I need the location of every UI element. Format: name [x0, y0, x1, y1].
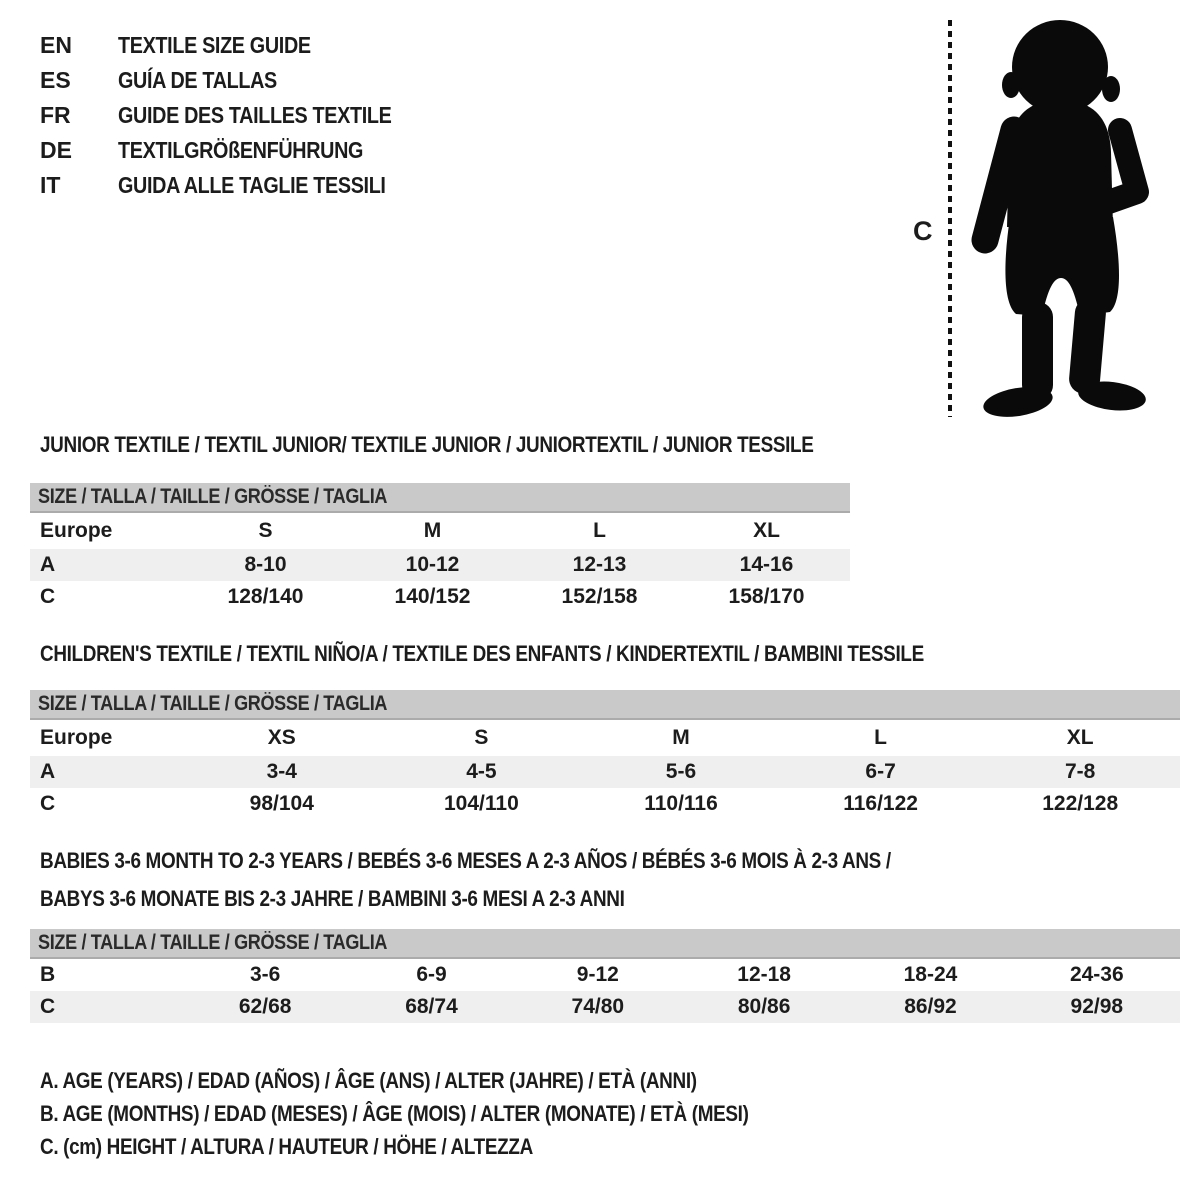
size-table-junior	[30, 483, 850, 613]
row-label: Europe	[40, 726, 113, 749]
section-title-children: CHILDREN'S TEXTILE / TEXTIL NIÑO/A / TEXTILE DES ENFANTS / KINDERTEXTIL / BAMBINI TESSILE	[40, 641, 924, 666]
table-row	[30, 549, 850, 581]
babies-title-line2: BABYS 3-6 MONATE BIS 2-3 JAHRE / BAMBINI 3-6 MESI A 2-3 ANNI	[40, 886, 625, 911]
language-label: GUIDE DES TAILLES TEXTILE	[118, 102, 392, 128]
language-row	[40, 63, 436, 98]
size-cell: 68/74	[348, 991, 514, 1023]
language-code: EN	[40, 32, 72, 58]
size-cell: XL	[753, 519, 780, 542]
table-header-bar: SIZE / TALLA / TAILLE / GRÖSSE / TAGLIA	[30, 929, 1180, 958]
size-cell: 104/110	[444, 792, 519, 815]
size-table-children	[30, 690, 1180, 820]
language-label: TEXTILGRÖßENFÜHRUNG	[118, 137, 364, 163]
table-row	[30, 991, 1180, 1023]
size-table-babies	[30, 929, 1180, 1023]
measure-legend	[40, 1064, 864, 1163]
language-row	[40, 168, 436, 203]
size-cell: 158/170	[728, 585, 805, 608]
measure-label-c: C	[913, 216, 933, 246]
legend-line-a: A. AGE (YEARS) / EDAD (AÑOS) / ÂGE (ANS) / ALTER (JAHRE) / ETÀ (ANNI)	[40, 1068, 697, 1093]
size-cell: 9-12	[576, 963, 619, 986]
size-cell: 74/80	[515, 991, 681, 1023]
legend-line-c: C. (cm) HEIGHT / ALTURA / HAUTEUR / HÖHE / ALTEZZA	[40, 1134, 533, 1159]
size-cell: 140/152	[394, 585, 471, 608]
language-label: GUÍA DE TALLAS	[118, 67, 277, 93]
size-cell: 62/68	[182, 991, 348, 1023]
row-label: C	[40, 792, 56, 815]
size-cell: 80/86	[681, 991, 847, 1023]
size-cell: L	[874, 726, 887, 749]
language-list	[40, 28, 436, 203]
babies-title-line1: BABIES 3-6 MONTH TO 2-3 YEARS / BEBÉS 3-6 MESES A 2-3 AÑOS / BÉBÉS 3-6 MOIS À 2-3 ANS /	[40, 848, 891, 873]
size-cell: 10-12	[349, 549, 516, 581]
size-cell: L	[593, 519, 606, 542]
size-cell: XS	[267, 726, 296, 749]
size-cell: S	[258, 519, 273, 542]
size-cell: M	[672, 726, 690, 749]
legend-line-b: B. AGE (MONTHS) / EDAD (MESES) / ÂGE (MOIS) / ALTER (MONATE) / ETÀ (MESI)	[40, 1101, 749, 1126]
table-header-bar: SIZE / TALLA / TAILLE / GRÖSSE / TAGLIA	[30, 483, 850, 512]
size-cell: M	[423, 519, 442, 542]
size-cell: 6-9	[416, 963, 447, 986]
toddler-silhouette-icon	[981, 20, 1147, 421]
size-cell: 110/116	[644, 792, 718, 815]
size-cell: 12-18	[737, 963, 791, 986]
row-label: A	[30, 756, 182, 788]
table-row	[30, 756, 1180, 788]
size-cell: 98/104	[249, 792, 314, 815]
language-code: DE	[40, 137, 72, 163]
language-label: GUIDA ALLE TAGLIE TESSILI	[118, 172, 386, 198]
size-cell: 152/158	[561, 585, 638, 608]
size-cell: 6-7	[781, 756, 981, 788]
row-label: C	[30, 991, 182, 1023]
row-label: C	[40, 585, 56, 608]
row-label: B	[40, 963, 56, 986]
table-row	[30, 581, 850, 613]
row-label: Europe	[40, 519, 113, 542]
language-code: FR	[40, 102, 71, 128]
size-cell: 24-36	[1069, 963, 1124, 986]
section-title-babies	[40, 842, 1029, 918]
size-cell: 86/92	[847, 991, 1013, 1023]
size-cell: 116/122	[843, 792, 918, 815]
table-row	[30, 719, 1180, 756]
size-cell: S	[474, 726, 489, 749]
size-cell: 3-6	[249, 963, 281, 986]
size-cell: 8-10	[182, 549, 349, 581]
table-row	[30, 958, 1180, 991]
size-cell: 122/128	[1042, 792, 1119, 815]
size-cell: XL	[1066, 726, 1094, 749]
size-cell: 18-24	[903, 963, 958, 986]
language-row	[40, 133, 436, 168]
table-row	[30, 788, 1180, 820]
language-row	[40, 28, 436, 63]
language-code: IT	[40, 172, 61, 198]
size-cell: 128/140	[227, 585, 304, 608]
language-row	[40, 98, 436, 133]
section-title-junior: JUNIOR TEXTILE / TEXTIL JUNIOR/ TEXTILE JUNIOR / JUNIORTEXTIL / JUNIOR TESSILE	[40, 432, 814, 457]
size-cell: 5-6	[581, 756, 781, 788]
row-label: A	[30, 549, 182, 581]
size-cell: 14-16	[683, 549, 850, 581]
size-cell: 92/98	[1014, 991, 1180, 1023]
size-cell: 3-4	[182, 756, 382, 788]
language-code: ES	[40, 67, 71, 93]
size-cell: 7-8	[980, 756, 1180, 788]
size-cell: 4-5	[382, 756, 582, 788]
language-label: TEXTILE SIZE GUIDE	[118, 32, 311, 58]
toddler-figure	[905, 10, 1200, 425]
table-header-bar: SIZE / TALLA / TAILLE / GRÖSSE / TAGLIA	[30, 690, 1180, 719]
size-cell: 12-13	[516, 549, 683, 581]
table-row	[30, 512, 850, 549]
